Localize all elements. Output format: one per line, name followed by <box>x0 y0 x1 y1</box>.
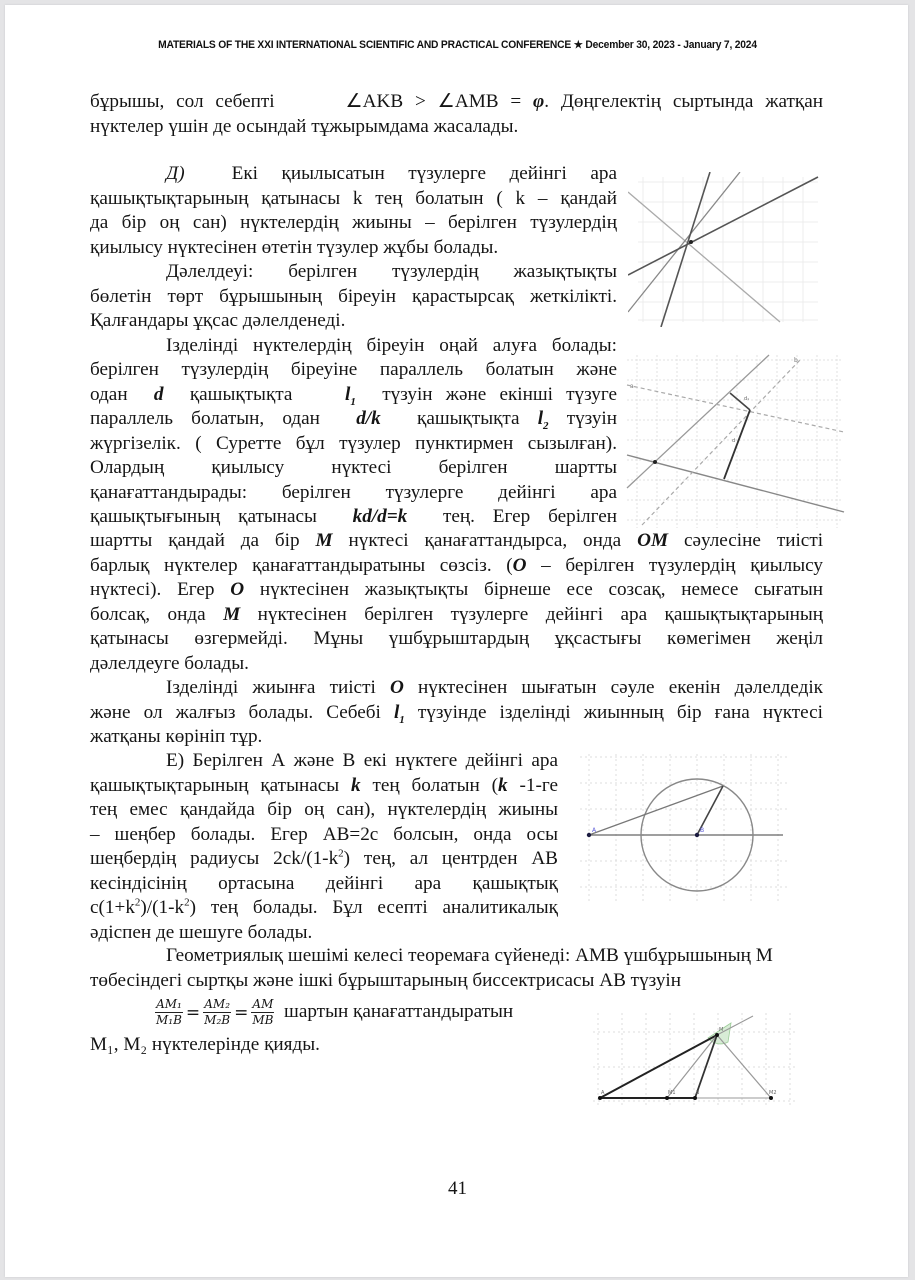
text-line: $c(1+k^2)/(1-k^2)$ тең болады. Бұл есепті аналитикалық <box>90 896 558 918</box>
text-line: Ізделінді жиынға тиісті O нүктесінен шығатын сәуле екенін дәлелдедік <box>166 677 823 698</box>
text-line: Геометриялық шешімі келесі теоремаға сүйенеді: AMB үшбұрышының M <box>166 945 773 966</box>
text-line: да бір оң сан) нүктелердің жиыны – берілген түзулердің <box>90 212 617 233</box>
text-line: әдіспен де шешуге болады. <box>90 921 313 943</box>
dashed-line-l1 <box>627 385 844 432</box>
bisector-external <box>717 1035 771 1098</box>
figure-intersecting-lines <box>628 172 828 327</box>
text-line: параллель болатын, одан d/k қашықтықта $l_2$ түзуін <box>90 408 618 432</box>
label-m2: M2 <box>769 1090 777 1096</box>
text-line: одан d қашықтықта $l_1$ түзуін және екінші түзуге <box>90 383 618 408</box>
point-m2 <box>769 1096 773 1100</box>
ratio-formula-line: $\frac{\text{AM₁}}{\text{M₁B}}$ = $\frac{\text{AM₂}}{\text{M₂B}}$ = $\frac{AM}{MB}$ шартын қанағаттандыратын <box>156 997 514 1028</box>
label-b: B <box>696 1090 700 1096</box>
text-line: бөлетін төрт бұрышының біреуін қарастырсақ жеткілікті. <box>90 285 617 307</box>
text-line: M₁, M₂ нүктелерінде қияды. <box>90 1034 320 1055</box>
label-d: d <box>732 438 736 444</box>
text-line: жатқаны көрініп тұр. <box>90 726 263 747</box>
text-line: қашықтығының қатынасы kd/d=k тең. Егер берілген <box>90 506 617 527</box>
fraction-am-mb: $\frac{AM}{MB}$ <box>252 997 274 1028</box>
label-b: B <box>700 827 705 834</box>
running-header <box>14 39 902 51</box>
theorem-end <box>90 1033 570 1058</box>
point-b <box>695 833 699 837</box>
text-line: және ол жалғыз болады. Себебі $l_1$ түзуінде ізделінді жиынның бір ғана нүктесі <box>90 701 823 726</box>
page-number: 41 <box>448 1178 467 1199</box>
given-line-1 <box>627 355 769 488</box>
text-line: қашықтықтарының қатынасы k тең болатын ( k – қандай <box>90 187 617 209</box>
grid <box>638 177 818 322</box>
label-b: b <box>794 357 798 364</box>
section-label: Д) <box>166 163 185 184</box>
intersection-point <box>689 240 693 244</box>
text-line: қиылысу нүктесінен өтетін түзулер жұбы болады. <box>90 236 499 258</box>
text-line: Қалғандары ұқсас дәлелденеді. <box>90 310 346 331</box>
label-m1: M1 <box>668 1090 676 1096</box>
text-line: тең емес қандайда бір оң сан), нүктелердің жиыны <box>90 799 558 820</box>
label-a: A <box>601 1090 605 1096</box>
label-a: a <box>630 383 634 390</box>
figure-apollonius-circle <box>575 752 790 912</box>
text-line: қатынасы өзгермейді. Мұны үшбұрыштардың ұқсастығы көмегімен жеңіл <box>90 628 823 649</box>
fraction-am2-m2b: $\frac{\text{AM₂}}{\text{M₂B}}$ <box>204 997 231 1028</box>
section-e-paragraph <box>90 749 558 945</box>
point-a <box>587 833 591 837</box>
angle-inequality: ∠AKB > ∠AMB = <box>345 91 533 112</box>
text-line: нүктесі). Егер O нүктесінен жазықтықты бірнеше есе созсақ, немесе сығатын <box>90 579 824 600</box>
given-line-2 <box>627 455 844 512</box>
text-line: шеңбердің радиусы $2ck/(1-k^2)$ тең, ал центрден AB <box>90 847 558 869</box>
label-d1: d₁ <box>744 396 750 402</box>
label-a: A <box>592 827 597 834</box>
text-line: нүктелер үшін де осындай тұжырымдама жасалады. <box>90 115 519 137</box>
text-line: қашықтықтарының қатынасы k тең болатын (k -1-ге <box>90 774 559 796</box>
text-line: барлық нүктелер қанағаттандыратыны сөзсіз. (O – берілген түзулердің қиылысу <box>90 554 823 576</box>
intro-paragraph <box>90 90 823 139</box>
text-line: Д) Екі қиылысатын түзулерге дейінгі ара <box>166 163 617 184</box>
phi-symbol: φ <box>532 91 545 112</box>
text-line: төбесіндегі сыртқы және ішкі бұрыштарының биссектрисасы AB түзуін <box>90 969 682 991</box>
text-line: берілген түзулердің біреуіне параллель болатын және <box>90 359 617 380</box>
figure-parallel-construction <box>622 350 847 530</box>
conference-dates: December 30, 2023 - January 7, 2024 <box>585 39 757 51</box>
section-d-continuation <box>90 529 823 750</box>
text-line: Олардың қиылысу нүктесі берілген шартты <box>90 457 617 478</box>
text-line: жүргізелік. ( Суретте бұл түзулер пунктирмен сызылған). <box>90 432 617 454</box>
text-line: бұрышы, сол себепті ∠AKB > ∠AMB = φ. Дөңгелектің сыртында жатқан <box>90 91 824 112</box>
conference-title: MATERIALS OF THE XXI INTERNATIONAL SCIENTIFIC AND PRACTICAL CONFERENCE <box>158 39 572 51</box>
figure-bisectors <box>588 1008 798 1108</box>
text-line: кесіндісінің ортасына дейінгі ара қашықтық <box>90 872 558 894</box>
point-m1 <box>665 1096 669 1100</box>
text-line: дәлелдеуге болады. <box>90 652 249 674</box>
point-m <box>715 1033 719 1037</box>
point-o <box>653 460 657 464</box>
star-icon: ★ <box>573 39 583 51</box>
text-line: – шеңбер болады. Егер AB=2c болсын, онда осы <box>90 823 558 845</box>
theorem-paragraph <box>90 944 825 993</box>
label-m: M <box>719 1027 724 1033</box>
point-b <box>693 1096 697 1100</box>
text-line: қанағаттандырады: берілген түзулерге дейінгі ара <box>90 481 617 503</box>
text-line: болсақ, онда M нүктесінен берілген түзулерге дейінгі ара қашықтықтарының <box>90 603 824 625</box>
text-line: шартты қандай да бір M нүктесі қанағаттандырса, онда OM сәулесіне тиісті <box>90 530 824 551</box>
section-d-paragraph <box>90 162 617 530</box>
text-line: Ізделінді нүктелердің біреуін оңай алуға болады: <box>166 334 617 356</box>
point-a <box>598 1096 602 1100</box>
text-line: Е) Берілген А және В екі нүктеге дейінгі ара <box>166 750 558 771</box>
fraction-am1-m1b: $\frac{\text{AM₁}}{\text{M₁B}}$ <box>156 997 182 1028</box>
text-line: Дәлелдеуі: берілген түзулердің жазықтықты <box>166 261 617 282</box>
